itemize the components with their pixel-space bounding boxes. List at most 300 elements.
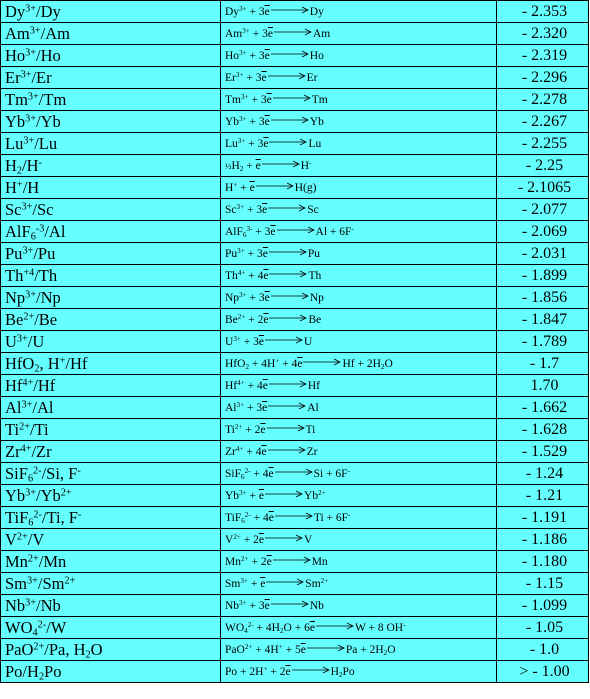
text-run: /Ti, F bbox=[41, 507, 78, 527]
subscript: 6 bbox=[27, 473, 34, 485]
half-reaction-cell bbox=[221, 221, 497, 243]
text-run: Ho bbox=[225, 49, 240, 62]
text-run: Al + 6F bbox=[315, 225, 352, 238]
text-run: U bbox=[225, 335, 234, 348]
text-run: + 2 bbox=[248, 555, 267, 568]
reaction-arrow-icon bbox=[267, 401, 307, 413]
superscript: 3+ bbox=[27, 90, 39, 102]
text-run: Yb bbox=[309, 115, 324, 128]
subscript: 6 bbox=[242, 230, 247, 239]
superscript: 2+ bbox=[16, 530, 28, 542]
electron-symbol: e bbox=[270, 225, 276, 238]
text-run: + 5 bbox=[282, 643, 301, 656]
text-run: Er bbox=[306, 71, 318, 84]
superscript: 2+ bbox=[19, 420, 30, 432]
superscript: 3+ bbox=[235, 70, 244, 79]
superscript: + bbox=[233, 180, 238, 189]
table-row bbox=[1, 243, 589, 265]
potential-value-cell: - 2.319 bbox=[497, 45, 589, 67]
text-run: Al bbox=[5, 397, 22, 417]
superscript: 3+ bbox=[21, 398, 33, 410]
text-run: + 4 bbox=[279, 357, 298, 370]
text-run: Al bbox=[225, 401, 237, 414]
superscript: 3+ bbox=[25, 46, 37, 58]
redox-couple-cell bbox=[1, 529, 221, 551]
text-run: + 4 bbox=[244, 379, 263, 392]
subscript: 2 bbox=[34, 363, 40, 375]
text-run: WO bbox=[225, 621, 245, 634]
potential-value-cell: - 1.191 bbox=[497, 507, 589, 529]
superscript: 3+ bbox=[239, 598, 247, 607]
text-run: PaO bbox=[5, 639, 34, 659]
text-run: H bbox=[5, 155, 17, 175]
reaction-arrow-icon bbox=[270, 49, 310, 61]
text-run: /H bbox=[22, 177, 40, 197]
redox-couple-cell bbox=[1, 67, 221, 89]
superscript: 3+ bbox=[23, 134, 35, 146]
redox-couple-cell bbox=[1, 375, 221, 397]
text-run: Nb bbox=[309, 599, 324, 612]
text-run: Po/H bbox=[5, 661, 39, 681]
text-run: Am bbox=[312, 27, 331, 40]
superscript: -3 bbox=[35, 222, 45, 234]
superscript: 2+ bbox=[237, 312, 246, 321]
superscript: + bbox=[278, 642, 283, 651]
electron-symbol: e bbox=[263, 137, 269, 150]
text-run: H bbox=[5, 177, 17, 197]
text-run: /Nb bbox=[36, 595, 61, 615]
reaction-arrow-icon bbox=[264, 489, 304, 501]
table-row bbox=[1, 551, 589, 573]
text-run: /Sm bbox=[37, 573, 65, 593]
superscript: + bbox=[263, 664, 268, 673]
text-run: Nb bbox=[225, 599, 240, 612]
half-reaction-cell bbox=[221, 375, 497, 397]
text-run: H bbox=[330, 665, 339, 678]
superscript: 3+ bbox=[239, 290, 247, 299]
text-run: + 3 bbox=[246, 49, 265, 62]
table-row bbox=[1, 639, 589, 661]
text-run: Lu bbox=[225, 137, 238, 150]
reaction-arrow-icon bbox=[266, 423, 306, 435]
table-row bbox=[1, 23, 589, 45]
text-run: Np bbox=[225, 291, 240, 304]
text-run: TiF bbox=[225, 511, 242, 524]
reaction-arrow-icon bbox=[291, 665, 331, 677]
table-row bbox=[1, 309, 589, 331]
superscript: 3+ bbox=[239, 488, 247, 497]
text-run: Er bbox=[5, 67, 21, 87]
electron-symbol: e bbox=[268, 511, 274, 524]
text-run: + 2 bbox=[242, 423, 261, 436]
half-reaction-cell bbox=[221, 1, 497, 23]
table-row bbox=[1, 529, 589, 551]
redox-couple-cell bbox=[1, 331, 221, 353]
electron-symbol: e bbox=[258, 533, 265, 546]
superscript: 2- bbox=[33, 508, 42, 520]
electron-symbol: e bbox=[260, 423, 266, 436]
redox-couple-cell bbox=[1, 397, 221, 419]
electron-symbol: e bbox=[261, 445, 267, 458]
text-run: /Hf bbox=[65, 353, 88, 373]
superscript: 3+ bbox=[20, 68, 32, 80]
text-run: /Hf bbox=[33, 375, 56, 395]
text-run: + 4 bbox=[250, 467, 269, 480]
superscript: 4+ bbox=[237, 378, 245, 387]
redox-couple-cell bbox=[1, 551, 221, 573]
superscript: 3+ bbox=[25, 2, 37, 14]
half-reaction-cell bbox=[221, 155, 497, 177]
text-run: Zr bbox=[225, 445, 236, 458]
superscript: 3+ bbox=[25, 288, 37, 300]
potential-value-cell: - 2.25 bbox=[497, 155, 589, 177]
electron-symbol: e bbox=[255, 159, 261, 172]
table-row bbox=[1, 375, 589, 397]
text-run: + 4H bbox=[252, 643, 279, 656]
potential-value-cell: - 2.353 bbox=[497, 1, 589, 23]
superscript: 2+ bbox=[60, 486, 72, 498]
table-row bbox=[1, 661, 589, 683]
electron-symbol: e bbox=[309, 621, 315, 634]
text-run: Sm bbox=[5, 573, 28, 593]
text-run: /H bbox=[22, 155, 39, 175]
redox-couple-cell bbox=[1, 265, 221, 287]
potential-value-cell: - 2.255 bbox=[497, 133, 589, 155]
electron-symbol: e bbox=[262, 247, 268, 260]
electron-symbol: e bbox=[267, 27, 273, 40]
table-row bbox=[1, 507, 589, 529]
half-reaction-cell bbox=[221, 661, 497, 683]
electron-symbol: e bbox=[285, 665, 291, 678]
text-run: + 4 bbox=[243, 445, 262, 458]
superscript: 2- bbox=[37, 618, 47, 630]
text-run: Th bbox=[308, 269, 322, 282]
reaction-arrow-icon bbox=[272, 93, 312, 105]
text-run: , H bbox=[39, 353, 60, 373]
potential-value-cell: - 1.899 bbox=[497, 265, 589, 287]
text-run: Pu bbox=[225, 247, 238, 260]
superscript: - bbox=[309, 158, 312, 167]
superscript: 2+ bbox=[233, 532, 241, 541]
half-reaction-cell bbox=[221, 23, 497, 45]
superscript: 3+ bbox=[237, 136, 246, 145]
text-run: Si + 6F bbox=[313, 467, 348, 480]
redox-couple-cell bbox=[1, 177, 221, 199]
text-run: Sm bbox=[225, 577, 241, 590]
superscript: - bbox=[351, 224, 354, 233]
superscript: + bbox=[16, 178, 23, 190]
superscript: 3+ bbox=[239, 4, 247, 13]
superscript: 2+ bbox=[244, 642, 253, 651]
subscript: 2 bbox=[38, 671, 45, 683]
potential-value-cell: - 1.099 bbox=[497, 595, 589, 617]
superscript: 3+ bbox=[233, 334, 241, 343]
reaction-arrow-icon bbox=[270, 291, 310, 303]
text-run: Zr bbox=[5, 441, 21, 461]
text-run: Am bbox=[225, 27, 243, 40]
half-reaction-cell bbox=[221, 67, 497, 89]
text-run: V bbox=[304, 533, 313, 546]
superscript: 2+ bbox=[318, 488, 326, 497]
text-run: /Ti bbox=[29, 419, 49, 439]
redox-couple-cell bbox=[1, 639, 221, 661]
potential-value-cell: - 1.0 bbox=[497, 639, 589, 661]
superscript: 3+ bbox=[25, 596, 37, 608]
reaction-arrow-icon bbox=[267, 445, 307, 457]
text-run: Sc bbox=[225, 203, 237, 216]
subscript: 6 bbox=[241, 472, 245, 481]
text-run: Yb bbox=[225, 489, 240, 502]
text-run: SiF bbox=[225, 467, 241, 480]
electron-symbol: e bbox=[264, 5, 270, 18]
text-run: + bbox=[246, 489, 259, 502]
potential-value-cell: - 2.320 bbox=[497, 23, 589, 45]
half-reaction-cell bbox=[221, 243, 497, 265]
redox-couple-cell bbox=[1, 661, 221, 683]
electron-symbol: e bbox=[297, 357, 303, 370]
text-run: /Mn bbox=[38, 551, 67, 571]
superscript: 3- bbox=[246, 224, 253, 233]
superscript: 2+ bbox=[23, 310, 35, 322]
potential-value-cell: - 1.15 bbox=[497, 573, 589, 595]
text-run: + 3 bbox=[249, 27, 268, 40]
text-run: Pu bbox=[5, 243, 23, 263]
text-run: Ti bbox=[5, 419, 20, 439]
text-run: Ho bbox=[5, 45, 26, 65]
superscript: 4+ bbox=[20, 442, 32, 454]
superscript: - bbox=[403, 620, 406, 629]
text-run: Nb bbox=[5, 595, 26, 615]
text-run: Lu bbox=[308, 137, 322, 150]
text-run: Th bbox=[225, 269, 238, 282]
table-row bbox=[1, 177, 589, 199]
electron-symbol: e bbox=[266, 555, 272, 568]
text-run: Al bbox=[307, 401, 319, 414]
text-run: /Lu bbox=[34, 133, 58, 153]
text-run: AlF bbox=[5, 221, 31, 241]
subscript: 2 bbox=[245, 362, 250, 371]
electron-symbol: e bbox=[268, 467, 274, 480]
text-run: Yb bbox=[225, 115, 240, 128]
text-run: + 3 bbox=[244, 401, 263, 414]
reaction-arrow-icon bbox=[261, 159, 301, 171]
superscript: 3+ bbox=[239, 48, 247, 57]
text-run: + 4H bbox=[249, 357, 276, 370]
redox-couple-cell bbox=[1, 23, 221, 45]
electron-symbol: e bbox=[261, 71, 267, 84]
superscript: 2- bbox=[244, 466, 251, 475]
subscript: 2 bbox=[85, 649, 91, 661]
potential-value-cell: - 1.180 bbox=[497, 551, 589, 573]
text-run: HfO bbox=[5, 353, 35, 373]
reaction-arrow-icon bbox=[270, 599, 310, 611]
text-run: + 3 bbox=[248, 93, 267, 106]
potential-value-cell: - 1.21 bbox=[497, 485, 589, 507]
half-reaction-cell bbox=[221, 397, 497, 419]
electron-symbol: e bbox=[249, 181, 255, 194]
text-run: Tm bbox=[5, 89, 28, 109]
table-row bbox=[1, 133, 589, 155]
table-row bbox=[1, 155, 589, 177]
half-reaction-cell bbox=[221, 133, 497, 155]
half-reaction-cell bbox=[221, 529, 497, 551]
superscript: 4+ bbox=[237, 268, 246, 277]
superscript: 2- bbox=[244, 510, 251, 519]
subscript: 6 bbox=[241, 516, 245, 525]
text-run: W + 8 OH bbox=[354, 621, 404, 634]
superscript: + bbox=[59, 354, 66, 366]
half-reaction-cell bbox=[221, 419, 497, 441]
electron-symbol: e bbox=[264, 49, 270, 62]
subscript: 2 bbox=[16, 165, 23, 177]
text-run: + 3 bbox=[252, 225, 271, 238]
half-reaction-cell bbox=[221, 309, 497, 331]
text-run: /Zr bbox=[31, 441, 52, 461]
superscript: 4+ bbox=[235, 444, 244, 453]
text-run: Dy bbox=[5, 1, 26, 21]
text-run: Be bbox=[308, 313, 322, 326]
superscript: 3+ bbox=[21, 200, 33, 212]
redox-couple-cell bbox=[1, 507, 221, 529]
text-run: Hf + 2H bbox=[342, 357, 381, 370]
superscript: - bbox=[38, 156, 42, 168]
superscript: 2- bbox=[247, 620, 254, 629]
potential-value-cell: 1.70 bbox=[497, 375, 589, 397]
subscript: 6 bbox=[30, 231, 36, 243]
electron-symbol: e bbox=[260, 577, 266, 590]
table-row bbox=[1, 265, 589, 287]
reaction-arrow-icon bbox=[273, 27, 313, 39]
table-row bbox=[1, 111, 589, 133]
superscript: 2+ bbox=[320, 576, 329, 585]
text-run: O bbox=[387, 643, 396, 656]
electron-symbol: e bbox=[264, 115, 270, 128]
half-reaction-cell bbox=[221, 353, 497, 375]
superscript: 2+ bbox=[33, 640, 45, 652]
text-run: Yb bbox=[5, 111, 26, 131]
half-reaction-cell bbox=[221, 177, 497, 199]
text-run: Sc bbox=[5, 199, 22, 219]
fraction: ½ bbox=[225, 160, 232, 171]
reaction-arrow-icon bbox=[276, 225, 316, 237]
potential-value-cell: - 1.529 bbox=[497, 441, 589, 463]
superscript: +4 bbox=[23, 266, 35, 278]
table-row bbox=[1, 485, 589, 507]
subscript: 2 bbox=[383, 648, 388, 657]
text-run: /Al bbox=[32, 397, 54, 417]
redox-couple-cell bbox=[1, 463, 221, 485]
redox-couple-cell bbox=[1, 353, 221, 375]
superscript: 2+ bbox=[27, 552, 39, 564]
potential-value-cell: - 1.628 bbox=[497, 419, 589, 441]
text-run: TiF bbox=[5, 507, 29, 527]
redox-couple-cell bbox=[1, 1, 221, 23]
table-row bbox=[1, 595, 589, 617]
text-run: + 3 bbox=[243, 71, 262, 84]
table-row bbox=[1, 617, 589, 639]
reaction-arrow-icon bbox=[268, 137, 308, 149]
text-run: /Dy bbox=[36, 1, 61, 21]
redox-couple-cell bbox=[1, 221, 221, 243]
reaction-arrow-icon bbox=[268, 313, 308, 325]
text-run: /Si, F bbox=[41, 463, 78, 483]
text-run: /Yb bbox=[36, 111, 61, 131]
text-run: H bbox=[231, 159, 240, 172]
superscript: 3+ bbox=[242, 26, 250, 35]
reaction-arrow-icon bbox=[274, 511, 314, 523]
table-row bbox=[1, 441, 589, 463]
redox-couple-cell bbox=[1, 133, 221, 155]
redox-couple-cell bbox=[1, 287, 221, 309]
text-run: Pa + 2H bbox=[345, 643, 384, 656]
text-run: /Ho bbox=[36, 45, 61, 65]
potential-value-cell: - 2.077 bbox=[497, 199, 589, 221]
text-run: Po bbox=[44, 661, 62, 681]
electron-symbol: e bbox=[264, 291, 270, 304]
subscript: 4 bbox=[32, 627, 38, 639]
text-run: Ti + 6F bbox=[313, 511, 349, 524]
electron-symbol: e bbox=[258, 489, 265, 502]
text-run: Hf bbox=[307, 379, 320, 392]
text-run: /Th bbox=[34, 265, 58, 285]
electron-symbol: e bbox=[262, 379, 268, 392]
reaction-arrow-icon bbox=[274, 467, 314, 479]
superscript: 3+ bbox=[22, 244, 34, 256]
text-run: Ho bbox=[309, 49, 324, 62]
text-run: O bbox=[384, 357, 393, 370]
redox-couple-cell bbox=[1, 441, 221, 463]
text-run: + 3 bbox=[245, 137, 264, 150]
text-run: /Sc bbox=[32, 199, 54, 219]
redox-couple-cell bbox=[1, 89, 221, 111]
text-run: PaO bbox=[225, 643, 245, 656]
text-run: Am bbox=[5, 23, 30, 43]
text-run: SiF bbox=[5, 463, 28, 483]
table-row bbox=[1, 463, 589, 485]
half-reaction-cell bbox=[221, 617, 497, 639]
reaction-arrow-icon bbox=[268, 269, 308, 281]
text-run: + 4H bbox=[253, 621, 280, 634]
text-run: Yb bbox=[5, 485, 26, 505]
electron-symbol: e bbox=[263, 313, 269, 326]
superscript: 3+ bbox=[240, 576, 248, 585]
reaction-arrow-icon bbox=[270, 115, 310, 127]
reaction-arrow-icon bbox=[264, 335, 304, 347]
redox-couple-cell bbox=[1, 617, 221, 639]
text-run: + 3 bbox=[240, 335, 259, 348]
text-run: Be bbox=[5, 309, 24, 329]
reaction-arrow-icon bbox=[268, 379, 308, 391]
superscript: - bbox=[347, 466, 350, 475]
reaction-arrow-icon bbox=[302, 357, 342, 369]
reaction-arrow-icon bbox=[306, 643, 346, 655]
table-row bbox=[1, 353, 589, 375]
text-run: + 4 bbox=[245, 269, 264, 282]
text-run: Be bbox=[225, 313, 238, 326]
potential-value-cell: - 1.05 bbox=[497, 617, 589, 639]
text-run: U bbox=[5, 331, 17, 351]
text-run: + 2 bbox=[240, 533, 259, 546]
text-run: H bbox=[300, 159, 310, 172]
redox-couple-cell bbox=[1, 243, 221, 265]
electron-symbol: e bbox=[263, 269, 269, 282]
potential-value-cell: - 1.847 bbox=[497, 309, 589, 331]
text-run: Ti bbox=[225, 423, 235, 436]
superscript: - bbox=[348, 510, 351, 519]
text-run: + bbox=[237, 181, 250, 194]
text-run: + bbox=[243, 159, 256, 172]
text-run: Ti bbox=[305, 423, 316, 436]
